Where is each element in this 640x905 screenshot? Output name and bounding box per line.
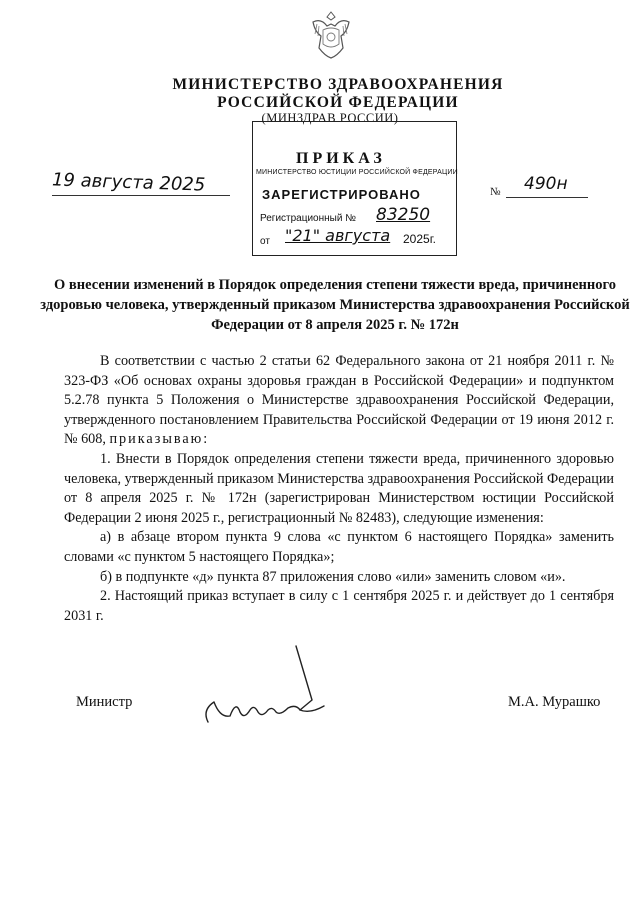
stamp-status: ЗАРЕГИСТРИРОВАНО — [262, 187, 421, 202]
item-1: 1. Внести в Порядок определения степени тяжести вреда, причиненного здоровью человека, утвержденный приказом Министерства здравоохранения Российской Федерации от 8 апреля 2025 г. № 172н (зарегистрирован Министерством юстиции Российской Федерации 2 июня 2025 г., регистрационный № 82483), следующие изменения: — [64, 450, 614, 526]
order-date: 19 августа 2025 — [51, 169, 206, 196]
date-underline — [52, 195, 230, 196]
stamp-reg-number: 83250 — [376, 205, 431, 225]
preamble-paragraph — [64, 352, 614, 450]
document-title: О внесении изменений в Порядок определения степени тяжести вреда, причиненного здоровью человека, утвержденный приказом Министерства здравоохранения Российской Федерации от 8 апреля 2025 г. № 172н — [40, 277, 630, 333]
document-type: ПРИКАЗ — [296, 150, 386, 167]
preamble-text: В соответствии с частью 2 статьи 62 Федерального закона от 21 ноября 2011 г. № 323-ФЗ «Об основах охраны здоровья граждан в Российской Федерации» и подпунктом 5.2.78 пункта 5 Положения о Министерстве здравоохранения Российской Федерации, утвержденного постановлением Правительства Российской Федерации от 19 июня 2012 г. № 608, — [64, 353, 614, 448]
stamp-date-prefix: от — [260, 236, 270, 247]
ministry-name-line2: РОССИЙСКОЙ ФЕДЕРАЦИИ — [217, 94, 459, 111]
stamp-reg-date: "21" августа — [285, 226, 391, 245]
stamp-reg-year: 2025г. — [403, 232, 436, 246]
item-1b: б) в подпункте «д» пункта 87 приложения слово «или» заменить словом «и». — [100, 568, 566, 585]
document-body — [64, 352, 614, 626]
order-number-label: № — [490, 186, 501, 198]
signatory-position: Министр — [76, 694, 133, 710]
signature-icon — [200, 640, 340, 740]
ministry-short-name: (МИНЗДРАВ РОССИИ) — [261, 111, 399, 125]
number-underline — [506, 197, 588, 198]
item-2: 2. Настоящий приказ вступает в силу с 1 сентября 2025 г. и действует до 1 сентября 2031 г. — [64, 588, 614, 624]
signatory-name: М.А. Мурашко — [508, 694, 601, 710]
item-1a: а) в абзаце втором пункта 9 слова «с пунктом 6 настоящего Порядка» заменить словами «с пунктом 5 настоящего Порядка»; — [64, 529, 614, 565]
stamp-authority: МИНИСТЕРСТВО ЮСТИЦИИ РОССИЙСКОЙ ФЕДЕРАЦИИ — [256, 169, 458, 176]
state-emblem-icon — [307, 8, 355, 62]
order-word: приказываю: — [109, 431, 210, 448]
ministry-name-line1: МИНИСТЕРСТВО ЗДРАВООХРАНЕНИЯ — [172, 76, 504, 93]
order-number: 490н — [524, 174, 568, 194]
stamp-reg-label: Регистрационный № — [260, 213, 356, 224]
